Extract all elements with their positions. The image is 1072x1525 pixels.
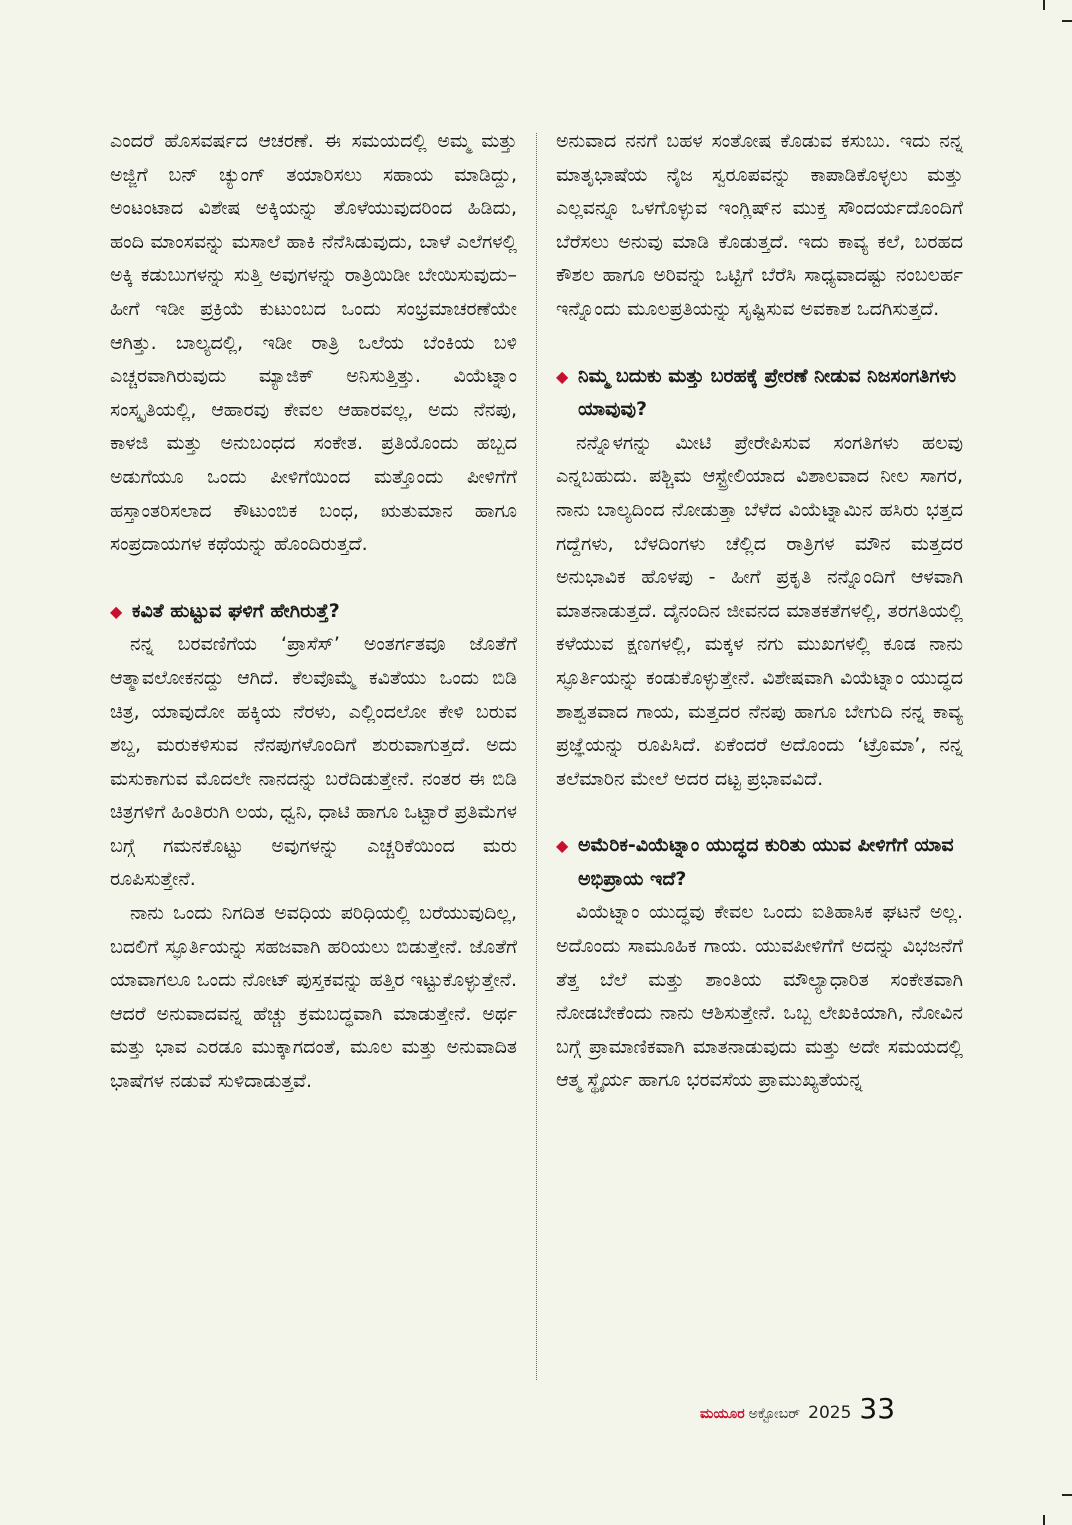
right-paragraph-2: ನನ್ನೊಳಗನ್ನು ಮೀಟಿ ಪ್ರೇರೇಪಿಸುವ ಸಂಗತಿಗಳು ಹಲವು ಎನ್ನಬಹುದು. ಪಶ್ಚಿಮ ಆಸ್ಟ್ರೇಲಿಯಾದ ವಿಶಾಲವಾದ ನೀಲ ಸಾಗರ, ನಾನು ಬಾಲ್ಯದಿಂದ ನೋಡುತ್ತಾ ಬೆಳೆದ ವಿಯೆಟ್ನಾಮಿನ ಹಸಿರು ಭತ್ತದ ಗದ್ದೆಗಳು, ಬೆಳದಿಂಗಳು ಚೆಲ್ಲಿದ ರಾತ್ರಿಗಳ ಮೌನ ಮತ್ತದರ ಅನುಭಾವಿಕ ಹೊಳಪು - ಹೀಗೆ ಪ್ರಕೃತಿ ನನ್ನೊಂದಿಗೆ ಆಳವಾಗಿ ಮಾತನಾಡುತ್ತದೆ. ದೈನಂದಿನ ಜೀವನದ ಮಾತಕತೆಗಳಲ್ಲಿ, ತರಗತಿಯಲ್ಲಿ ಕಳೆಯುವ ಕ್ಷಣಗಳಲ್ಲಿ, ಮಕ್ಕಳ ನಗು ಮುಖಗಳಲ್ಲಿ ಕೂಡ ನಾನು ಸ್ಫೂರ್ತಿಯನ್ನು ಕಂಡುಕೊಳ್ಳುತ್ತೇನೆ. ವಿಶೇಷವಾಗಿ ವಿಯೆಟ್ನಾಂ ಯುದ್ಧದ ಶಾಶ್ವತವಾದ ಗಾಯ, ಮತ್ತದರ ನೆನಪು ಹಾಗೂ ಬೇಗುದಿ ನನ್ನ ಕಾವ್ಯ ಪ್ರಜ್ಞೆಯನ್ನು ರೂಪಿಸಿದೆ. ಏಕೆಂದರೆ ಅದೊಂದು ‘ಟ್ರೊಮಾ’, ನನ್ನ ತಲೆಮಾರಿನ ಮೇಲೆ ಅದರ ದಟ್ಟ ಪ್ರಭಾವವಿದೆ.	[556, 431, 963, 790]
crop-mark-bottom	[1043, 1515, 1045, 1525]
section-gap	[556, 796, 963, 829]
issue-month: ಅಕ್ಟೋಬರ್	[748, 1406, 801, 1422]
right-column	[556, 125, 963, 1098]
crop-mark-right-top	[1062, 20, 1072, 22]
issue-year: 2025	[808, 1403, 852, 1423]
column-divider	[536, 133, 537, 1380]
left-paragraph-3: ನಾನು ಒಂದು ನಿಗದಿತ ಅವಧಿಯ ಪರಿಧಿಯಲ್ಲಿ ಬರೆಯುವುದಿಲ್ಲ, ಬದಲಿಗೆ ಸ್ಫೂರ್ತಿಯನ್ನು ಸಹಜವಾಗಿ ಹರಿಯಲು ಬಿಡುತ್ತೇನೆ. ಜೊತೆಗೆ ಯಾವಾಗಲೂ ಒಂದು ನೋಟ್ ಪುಸ್ತಕವನ್ನು ಹತ್ತಿರ ಇಟ್ಟುಕೊಳ್ಳುತ್ತೇನೆ. ಆದರೆ ಅನುವಾದವನ್ನ ಹೆಚ್ಚು ಕ್ರಮಬದ್ಧವಾಗಿ ಮಾಡುತ್ತೇನೆ. ಅರ್ಥ ಮತ್ತು ಭಾವ ಎರಡೂ ಮುಕ್ಕಾಗದಂತೆ, ಮೂಲ ಮತ್ತು ಅನುವಾದಿತ ಭಾಷೆಗಳ ನಡುವೆ ಸುಳಿದಾಡುತ್ತವೆ.	[110, 902, 517, 1093]
right-paragraph-1: ಅನುವಾದ ನನಗೆ ಬಹಳ ಸಂತೋಷ ಕೊಡುವ ಕಸುಬು. ಇದು ನನ್ನ ಮಾತೃಭಾಷೆಯ ನೈಜ ಸ್ವರೂಪವನ್ನು ಕಾಪಾಡಿಕೊಳ್ಳಲು ಮತ್ತು ಎಲ್ಲವನ್ನೂ ಒಳಗೊಳ್ಳುವ ಇಂಗ್ಲಿಷ್‌ನ ಮುಕ್ತ ಸೌಂದರ್ಯದೊಂದಿಗೆ ಬೆರೆಸಲು ಅನುವು ಮಾಡಿ ಕೊಡುತ್ತದೆ. ಇದು ಕಾವ್ಯ ಕಲೆ, ಬರಹದ ಕೌಶಲ ಹಾಗೂ ಅರಿವನ್ನು ಒಟ್ಟಿಗೆ ಬೆರೆಸಿ ಸಾಧ್ಯವಾದಷ್ಟು ನಂಬಲರ್ಹ ಇನ್ನೊಂದು ಮೂಲಪ್ರತಿಯನ್ನು ಸೃಷ್ಟಿಸುವ ಅವಕಾಶ ಒದಗಿಸುತ್ತದೆ.	[556, 130, 963, 320]
question-inspiration	[556, 360, 963, 427]
diamond-bullet-icon: ◆	[556, 366, 569, 386]
question-text: ಕವಿತೆ ಹುಟ್ಟುವ ಘಳಿಗೆ ಹೇಗಿರುತ್ತೆ?	[132, 599, 340, 622]
crop-mark-top	[1043, 0, 1045, 10]
section-gap	[556, 327, 963, 360]
left-column	[110, 125, 517, 1099]
question-war-opinion	[556, 829, 963, 896]
section-gap	[110, 562, 517, 595]
right-paragraph-3: ವಿಯೆಟ್ನಾಂ ಯುದ್ಧವು ಕೇವಲ ಒಂದು ಐತಿಹಾಸಿಕ ಘಟನೆ ಅಲ್ಲ. ಅದೊಂದು ಸಾಮೂಹಿಕ ಗಾಯ. ಯುವಪೀಳಿಗೆಗೆ ಅದನ್ನು ವಿಭಜನೆಗೆ ತೆತ್ತ ಬೆಲೆ ಮತ್ತು ಶಾಂತಿಯ ಮೌಲ್ಯಾಧಾರಿತ ಸಂಕೇತವಾಗಿ ನೋಡಬೇಕೆಂದು ನಾನು ಆಶಿಸುತ್ತೇನೆ. ಒಬ್ಬ ಲೇಖಕಿಯಾಗಿ, ನೋವಿನ ಬಗ್ಗೆ ಪ್ರಾಮಾಣಿಕವಾಗಿ ಮಾತನಾಡುವುದು ಮತ್ತು ಅದೇ ಸಮಯದಲ್ಲಿ ಆತ್ಮ ಸ್ಥೈರ್ಯ ಹಾಗೂ ಭರವಸೆಯ ಪ್ರಾಮುಖ್ಯತೆಯನ್ನ	[556, 901, 963, 1092]
question-text: ಅಮೆರಿಕ-ವಿಯೆಟ್ನಾಂ ಯುದ್ಧದ ಕುರಿತು ಯುವ ಪೀಳಿಗೆಗೆ ಯಾವ ಅಭಿಪ್ರಾಯ ಇದೆ?	[578, 834, 954, 890]
left-paragraph-1: ಎಂದರೆ ಹೊಸವರ್ಷದ ಆಚರಣೆ. ಈ ಸಮಯದಲ್ಲಿ ಅಮ್ಮ ಮತ್ತು ಅಜ್ಜಿಗೆ ಬನ್ ಚ್ಯುಂಗ್ ತಯಾರಿಸಲು ಸಹಾಯ ಮಾಡಿದ್ದು, ಅಂಟಂಟಾದ ವಿಶೇಷ ಅಕ್ಕಿಯನ್ನು ತೊಳೆಯುವುದರಿಂದ ಹಿಡಿದು, ಹಂದಿ ಮಾಂಸವನ್ನು ಮಸಾಲೆ ಹಾಕಿ ನೆನೆಸಿಡುವುದು, ಬಾಳೆ ಎಲೆಗಳಲ್ಲಿ ಅಕ್ಕಿ ಕಡುಬುಗಳನ್ನು ಸುತ್ತಿ ಅವುಗಳನ್ನು ರಾತ್ರಿಯಿಡೀ ಬೇಯಿಸುವುದು– ಹೀಗೆ ಇಡೀ ಪ್ರಕ್ರಿಯೆ ಕುಟುಂಬದ ಒಂದು ಸಂಭ್ರಮಾಚರಣೆಯೇ ಆಗಿತ್ತು. ಬಾಲ್ಯದಲ್ಲಿ, ಇಡೀ ರಾತ್ರಿ ಒಲೆಯ ಬೆಂಕಿಯ ಬಳಿ ಎಚ್ಚರವಾಗಿರುವುದು ಮ್ಯಾಜಿಕ್ ಅನಿಸುತ್ತಿತ್ತು. ವಿಯೆಟ್ನಾಂ ಸಂಸ್ಕೃತಿಯಲ್ಲಿ, ಆಹಾರವು ಕೇವಲ ಆಹಾರವಲ್ಲ, ಅದು ನೆನಪು, ಕಾಳಜಿ ಮತ್ತು ಅನುಬಂಧದ ಸಂಕೇತ. ಪ್ರತಿಯೊಂದು ಹಬ್ಬದ ಅಡುಗೆಯೂ ಒಂದು ಪೀಳಿಗೆಯಿಂದ ಮತ್ತೊಂದು ಪೀಳಿಗೆಗೆ ಹಸ್ತಾಂತರಿಸಲಾದ ಕೌಟುಂಬಿಕ ಬಂಧ, ಋತುಮಾನ ಹಾಗೂ ಸಂಪ್ರದಾಯಗಳ ಕಥೆಯನ್ನು ಹೊಂದಿರುತ್ತದೆ.	[110, 130, 517, 556]
diamond-bullet-icon: ◆	[110, 601, 123, 621]
diamond-bullet-icon: ◆	[556, 836, 569, 856]
crop-mark-right-bottom	[1062, 1494, 1072, 1496]
page-footer	[700, 1392, 895, 1428]
question-poem-birth	[110, 595, 517, 629]
page-number: 33	[859, 1392, 896, 1425]
left-paragraph-2: ನನ್ನ ಬರವಣಿಗೆಯ ‘ಪ್ರಾಸೆಸ್’ ಅಂತರ್ಗತವೂ ಜೊತೆಗೆ ಆತ್ಮಾವಲೋಕನದ್ದು ಆಗಿದೆ. ಕೆಲವೊಮ್ಮೆ ಕವಿತೆಯು ಒಂದು ಬಿಡಿ ಚಿತ್ರ, ಯಾವುದೋ ಹಕ್ಕಿಯ ನೆರಳು, ಎಲ್ಲಿಂದಲೋ ಕೇಳಿ ಬರುವ ಶಬ್ದ, ಮರುಕಳಿಸುವ ನೆನಪುಗಳೊಂದಿಗೆ ಶುರುವಾಗುತ್ತದೆ. ಅದು ಮಸುಕಾಗುವ ಮೊದಲೇ ನಾನದನ್ನು ಬರೆದಿಡುತ್ತೇನೆ. ನಂತರ ಈ ಬಿಡಿ ಚಿತ್ರಗಳಿಗೆ ಹಿಂತಿರುಗಿ ಲಯ, ಧ್ವನಿ, ಧಾಟಿ ಹಾಗೂ ಒಟ್ಟಾರೆ ಪ್ರತಿಮೆಗಳ ಬಗ್ಗೆ ಗಮನಕೊಟ್ಟು ಅವುಗಳನ್ನು ಎಚ್ಚರಿಕೆಯಿಂದ ಮರು ರೂಪಿಸುತ್ತೇನೆ.	[110, 633, 517, 891]
question-text: ನಿಮ್ಮ ಬದುಕು ಮತ್ತು ಬರಹಕ್ಕೆ ಪ್ರೇರಣೆ ನೀಡುವ ನಿಜಸಂಗತಿಗಳು ಯಾವುವು?	[578, 364, 957, 421]
magazine-brand: ಮಯೂರ	[700, 1406, 745, 1422]
